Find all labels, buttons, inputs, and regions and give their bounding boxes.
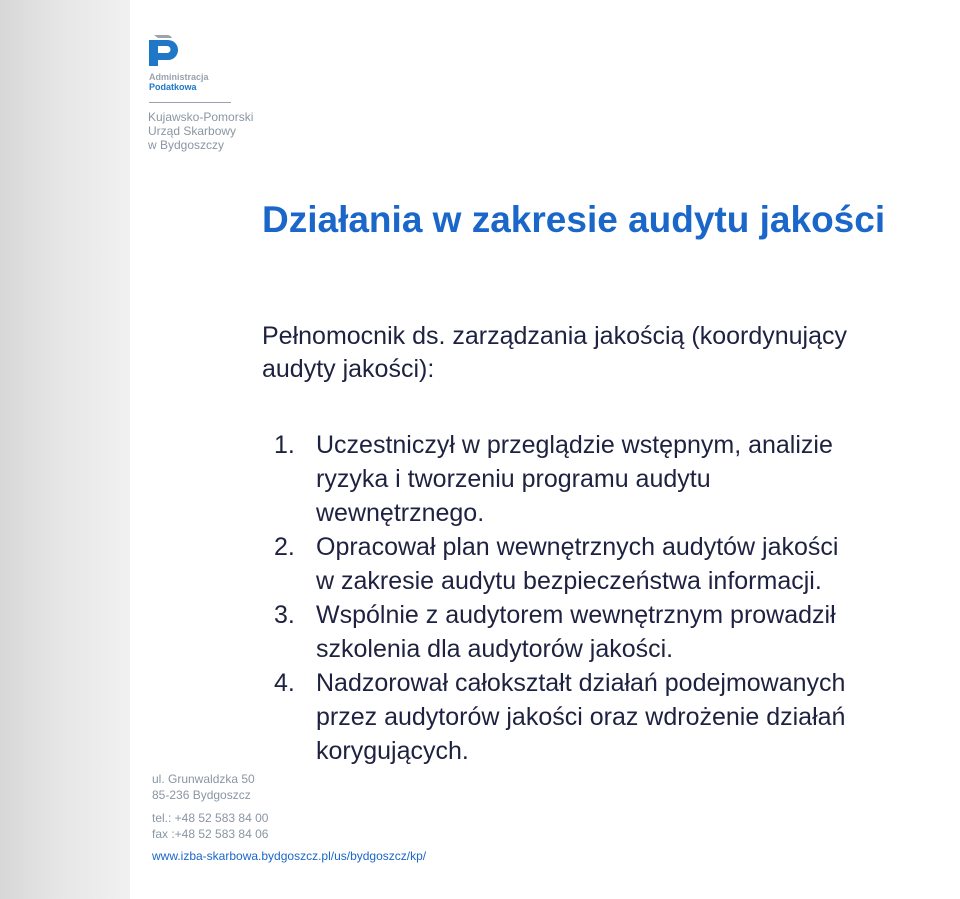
list-item bbox=[262, 598, 952, 666]
list-item bbox=[262, 530, 952, 598]
address-line: ul. Grunwaldzka 50 bbox=[152, 772, 255, 786]
logo-text-administracja: Administracja bbox=[149, 72, 209, 82]
list-item-number: 1. bbox=[274, 431, 295, 459]
list-item-line: Wspólnie z audytorem wewnętrznym prowadził bbox=[316, 601, 836, 629]
list-item-line: Opracował plan wewnętrznych audytów jakości bbox=[316, 533, 839, 561]
phone-number: tel.: +48 52 583 84 00 bbox=[152, 811, 269, 825]
list-item-line: wewnętrznego. bbox=[316, 499, 485, 527]
administracja-podatkowa-logo bbox=[146, 32, 236, 107]
office-address bbox=[152, 771, 255, 803]
office-name-line: Urząd Skarbowy bbox=[148, 124, 237, 138]
logo-divider bbox=[149, 102, 231, 103]
list-item-line: Nadzorował całokształt działań podejmowanych bbox=[316, 669, 846, 697]
website-link[interactable]: www.izba-skarbowa.bydgoszcz.pl/us/bydgoszcz/kp/ bbox=[152, 849, 427, 863]
list-item-line: ryzyka i tworzeniu programu audytu bbox=[316, 465, 711, 493]
intro-line: audyty jakości): bbox=[262, 355, 435, 383]
numbered-list bbox=[262, 428, 952, 768]
office-contact bbox=[152, 810, 268, 842]
intro-line: Pełnomocnik ds. zarządzania jakością (koordynujący bbox=[262, 322, 848, 350]
list-item bbox=[262, 428, 952, 530]
intro-paragraph bbox=[262, 320, 952, 386]
list-item-number: 3. bbox=[274, 601, 295, 629]
office-name-line: Kujawsko-Pomorski bbox=[148, 110, 254, 124]
slide-body bbox=[262, 320, 952, 765]
slide-title: Działania w zakresie audytu jakości bbox=[262, 199, 886, 240]
list-item-line: w zakresie audytu bezpieczeństwa informacji. bbox=[316, 567, 822, 595]
address-line: 85-236 Bydgoszcz bbox=[152, 788, 251, 802]
list-item-number: 4. bbox=[274, 669, 295, 697]
office-name-line: w Bydgoszczy bbox=[148, 138, 225, 152]
list-item-line: Uczestniczył w przeglądzie wstępnym, analizie bbox=[316, 431, 833, 459]
list-item-line: przez audytorów jakości oraz wdrożenie działań bbox=[316, 703, 846, 731]
list-item bbox=[262, 666, 952, 768]
fax-number: fax :+48 52 583 84 06 bbox=[152, 827, 269, 841]
logo-mark-icon bbox=[146, 32, 182, 68]
logo-text-podatkowa: Podatkowa bbox=[149, 82, 197, 92]
list-item-line: szkolenia dla audytorów jakości. bbox=[316, 635, 674, 663]
list-item-number: 2. bbox=[274, 533, 295, 561]
left-gray-band bbox=[0, 0, 130, 899]
list-item-line: korygujących. bbox=[316, 737, 469, 765]
office-name bbox=[148, 110, 253, 152]
